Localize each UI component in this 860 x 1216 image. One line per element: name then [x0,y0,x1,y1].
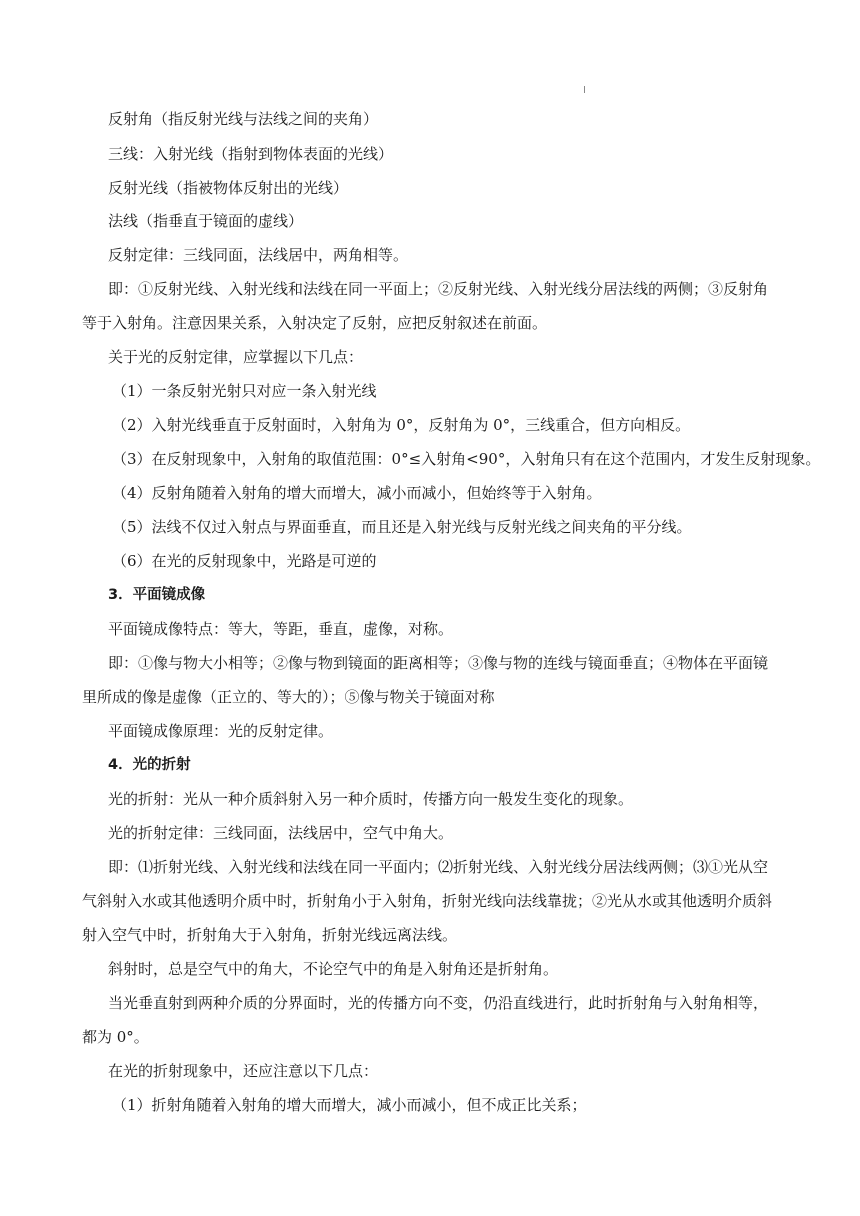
paragraph-mirror-features: 平面镜成像特点：等大，等距，垂直，虚像，对称。 [108,620,454,638]
list-item: （1）折射角随着入射角的增大而增大，减小而减小，但不成正比关系； [112,1096,587,1114]
list-item: （5）法线不仅过入射点与界面垂直，而且还是入射光线与反射光线之间夹角的平分线。 [112,518,692,536]
paragraph-reflected-ray: 反射光线（指被物体反射出的光线） [108,179,349,197]
paragraph-refraction-def: 光的折射：光从一种介质斜射入另一种介质时，传播方向一般发生变化的现象。 [108,790,634,808]
paragraph-perpendicular: 当光垂直射到两种介质的分界面时，光的传播方向不变，仍沿直线进行，此时折射角与入射角相等， [108,994,769,1012]
paragraph-oblique-note: 斜射时，总是空气中的角大，不论空气中的角是入射角还是折射角。 [108,960,559,978]
list-item: （1）一条反射光射只对应一条入射光线 [112,382,377,400]
paragraph-three-lines: 三线：入射光线（指射到物体表面的光线） [108,145,394,163]
paragraph-normal-line: 法线（指垂直于镜面的虚线） [108,212,304,230]
list-item: （2）入射光线垂直于反射面时，入射角为 0°，反射角为 0°，三线重合，但方向相反。 [112,416,691,434]
paragraph-refraction-points: 在光的折射现象中，还应注意以下几点： [108,1062,379,1080]
paragraph-refraction-law: 光的折射定律：三线同面，法线居中，空气中角大。 [108,824,454,842]
section-heading-plane-mirror: 3．平面镜成像 [108,587,206,603]
paragraph-refraction-detail-cont: 气斜射入水或其他透明介质中时，折射角小于入射角，折射光线向法线靠拢；②光从水或其他透明介质斜 [82,892,773,910]
page-mark [584,86,585,93]
list-item: （4）反射角随着入射角的增大而增大，减小而减小，但始终等于入射角。 [112,484,602,502]
paragraph-mirror-detail-cont: 里所成的像是虚像（正立的、等大的）；⑤像与物关于镜面对称 [82,688,495,706]
paragraph-law-detail-cont: 等于入射角。注意因果关系，入射决定了反射，应把反射叙述在前面。 [82,314,548,332]
paragraph-reflection-law: 反射定律：三线同面，法线居中，两角相等。 [108,246,409,264]
paragraph-law-detail: 即：①反射光线、入射光线和法线在同一平面上；②反射光线、入射光线分居法线的两侧；③反射角 [108,280,769,298]
paragraph-refraction-detail: 即：⑴折射光线、入射光线和法线在同一平面内；⑵折射光线、入射光线分居法线两侧；⑶①光从空 [108,858,769,876]
paragraph-key-points: 关于光的反射定律，应掌握以下几点： [108,348,364,366]
list-item: （6）在光的反射现象中，光路是可逆的 [112,552,377,570]
paragraph-reflection-angle: 反射角（指反射光线与法线之间的夹角） [108,110,379,128]
paragraph-mirror-detail: 即：①像与物大小相等；②像与物到镜面的距离相等；③像与物的连线与镜面垂直；④物体在平面镜 [108,654,769,672]
paragraph-refraction-detail-cont: 射入空气中时，折射角大于入射角，折射光线远离法线。 [82,926,458,944]
section-heading-refraction: 4．光的折射 [108,757,191,773]
list-item: （3）在反射现象中，入射角的取值范围：0°≤入射角<90°，入射角只有在这个范围内，才发生反射现象。 [112,450,821,468]
paragraph-mirror-principle: 平面镜成像原理：光的反射定律。 [108,722,334,740]
paragraph-perpendicular-cont: 都为 0°。 [82,1028,149,1046]
